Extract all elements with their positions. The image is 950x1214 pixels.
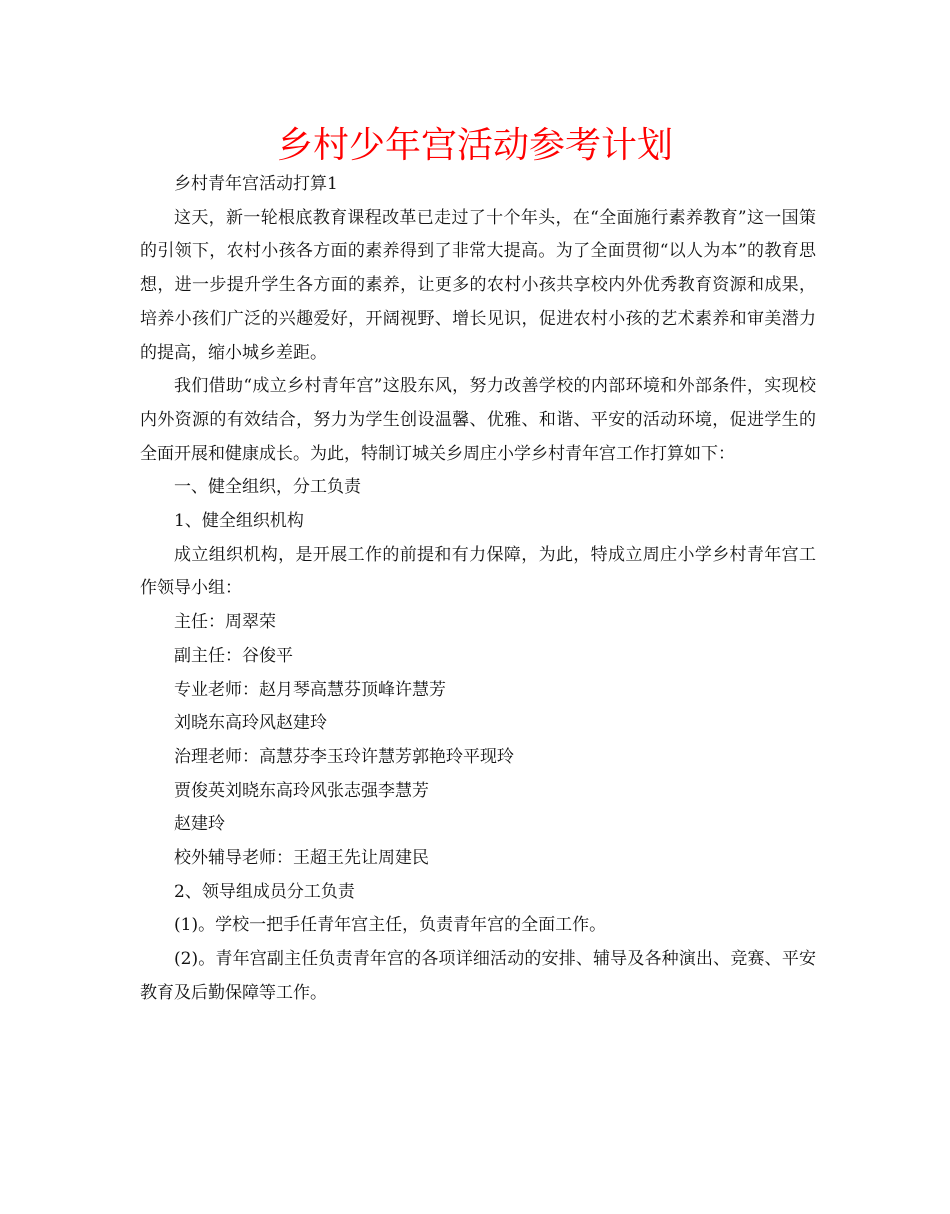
list-item: 副主任：谷俊平: [174, 645, 293, 666]
subsection-heading: 2、领导组成员分工负责: [174, 881, 355, 902]
list-item: 刘晓东高玲风赵建玲: [174, 713, 327, 734]
paragraph: 我们借助“成立乡村青年宫”这股东风，努力改善学校的内部环境和外部条件，实现校内外资源的有效结合，努力为学生创设温馨、优雅、和谐、平安的活动环境，促进学生的全面开展和健康成长。为此，特制订城关乡周庄小学乡村青年宫工作打算如下：: [140, 376, 816, 464]
list-item: 主任：周翠荣: [174, 612, 276, 633]
paragraph: (2)。青年宫副主任负责青年宫的各项详细活动的安排、辅导及各种演出、竞赛、平安教育及后勤保障等工作。: [140, 949, 816, 1003]
list-item: 贾俊英刘晓东高玲风张志强李慧芳: [174, 780, 429, 801]
list-item: 赵建玲: [174, 814, 225, 835]
subsection-heading: 1、健全组织机构: [174, 511, 304, 532]
list-item: 治理老师：高慧芬李玉玲许慧芳郭艳玲平现玲: [174, 746, 514, 767]
section-heading: 一、健全组织，分工负责: [174, 477, 361, 498]
document-title: 乡村少年宫活动参考计划: [276, 125, 673, 166]
paragraph: 这天，新一轮根底教育课程改革已走过了十个年头，在“全面施行素养教育”这一国策的引领下，农村小孩各方面的素养得到了非常大提高。为了全面贯彻“以人为本”的教育思想，进一步提升学生各方面的素养，让更多的农村小孩共享校内外优秀教育资源和成果，培养小孩们广泛的兴趣爱好，开阔视野、增长见识，促进农村小孩的艺术素养和审美潜力的提高，缩小城乡差距。: [140, 207, 816, 363]
document-body: [140, 168, 816, 1011]
paragraph: (1)。学校一把手任青年宫主任，负责青年宫的全面工作。: [174, 915, 607, 936]
list-item: 专业老师：赵月琴高慧芬顶峰许慧芳: [174, 679, 446, 700]
paragraph: 成立组织机构，是开展工作的前提和有力保障，为此，特成立周庄小学乡村青年宫工作领导小组：: [140, 544, 816, 599]
list-item: 校外辅导老师：王超王先让周建民: [174, 848, 429, 869]
paragraph: 乡村青年宫活动打算1: [174, 174, 338, 194]
